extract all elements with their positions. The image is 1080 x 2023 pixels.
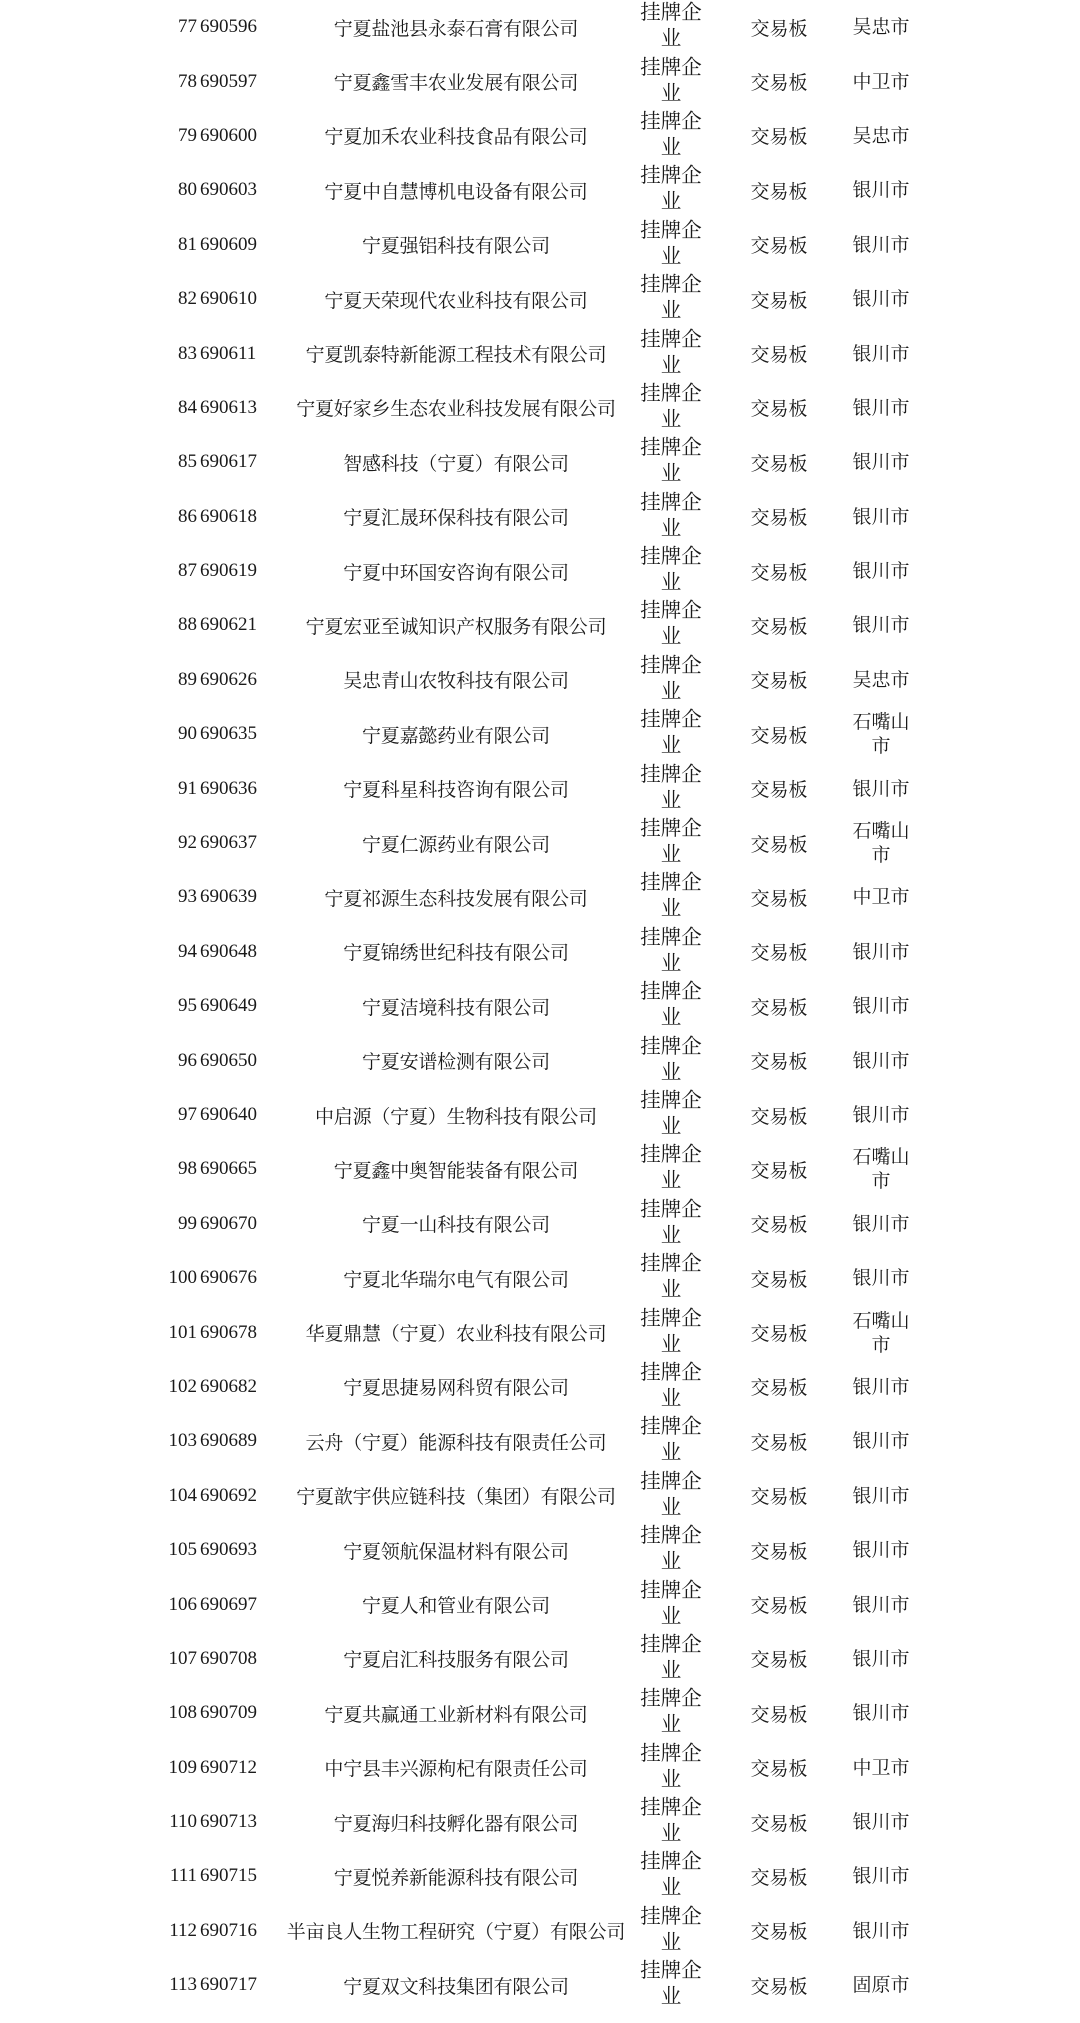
- city-name: 银川市: [852, 342, 910, 365]
- stock-code: 690635: [200, 723, 257, 745]
- board-name: 交易板: [750, 1214, 808, 1237]
- city-name: 中卫市: [852, 1756, 910, 1779]
- stock-code: 690621: [200, 614, 257, 636]
- company-name: 宁夏好家乡生态农业科技发展有限公司: [296, 398, 616, 421]
- table-row: [0, 1033, 1080, 1087]
- table-row: [0, 435, 1080, 489]
- listing-type: 挂牌企业: [640, 1740, 702, 1791]
- stock-code: 690708: [200, 1647, 257, 1669]
- stock-code: 690611: [200, 342, 257, 364]
- listing-type: 挂牌企业: [640, 544, 702, 595]
- listing-type: 挂牌企业: [640, 0, 702, 51]
- table-row: [0, 979, 1080, 1033]
- board-name: 交易板: [750, 1540, 808, 1563]
- board-name: 交易板: [750, 887, 808, 910]
- table-row: [0, 1142, 1080, 1196]
- listing-type: 挂牌企业: [640, 598, 702, 649]
- city-name: 固原市: [852, 1974, 910, 1997]
- city-name: 银川市: [852, 233, 910, 256]
- board-name: 交易板: [750, 289, 808, 312]
- board-name: 交易板: [750, 1649, 808, 1672]
- row-number: 108: [168, 1702, 197, 1724]
- board-name: 交易板: [750, 398, 808, 421]
- stock-code: 690693: [200, 1539, 257, 1561]
- stock-code: 690709: [200, 1702, 257, 1724]
- row-number: 99: [178, 1212, 197, 1234]
- stock-code: 690716: [200, 1919, 257, 1941]
- city-name: 银川市: [852, 1375, 910, 1398]
- board-name: 交易板: [750, 1595, 808, 1618]
- company-name: 中宁县丰兴源枸杞有限责任公司: [324, 1758, 588, 1781]
- row-number: 110: [169, 1811, 197, 1833]
- city-name: 吴忠市: [852, 668, 910, 691]
- company-name: 宁夏北华瑞尔电气有限公司: [343, 1268, 569, 1291]
- row-number: 95: [178, 995, 197, 1017]
- stock-code: 690613: [200, 396, 257, 418]
- table-row: [0, 1741, 1080, 1795]
- table-row: [0, 816, 1080, 870]
- listing-type: 挂牌企业: [640, 1849, 702, 1900]
- company-name: 宁夏人和管业有限公司: [361, 1595, 550, 1618]
- table-row: [0, 326, 1080, 380]
- listing-type: 挂牌企业: [640, 1088, 702, 1138]
- table-row: [0, 163, 1080, 217]
- table-row: [0, 1360, 1080, 1414]
- table-row: [0, 707, 1080, 761]
- stock-code: 690603: [200, 179, 257, 201]
- row-number: 80: [178, 179, 197, 201]
- company-name: 宁夏强铝科技有限公司: [361, 235, 550, 258]
- stock-code: 690649: [200, 995, 257, 1017]
- company-name: 宁夏祁源生态科技发展有限公司: [324, 887, 588, 910]
- stock-code: 690640: [200, 1104, 257, 1125]
- city-name: 银川市: [852, 1865, 910, 1888]
- company-name: 宁夏中自慧博机电设备有限公司: [324, 180, 588, 203]
- row-number: 89: [178, 668, 197, 690]
- row-number: 84: [178, 396, 197, 418]
- board-name: 交易板: [750, 670, 808, 693]
- stock-code: 690626: [200, 668, 257, 690]
- board-name: 交易板: [750, 724, 808, 747]
- table-row: [0, 598, 1080, 652]
- company-name: 宁夏仁源药业有限公司: [361, 833, 550, 856]
- board-name: 交易板: [750, 1377, 808, 1400]
- table-row: [0, 1686, 1080, 1740]
- city-name: 石嘴山市: [852, 1146, 910, 1193]
- city-name: 中卫市: [852, 70, 910, 93]
- table-row: [0, 490, 1080, 544]
- row-number: 96: [178, 1049, 197, 1071]
- row-number: 103: [168, 1430, 197, 1452]
- table-row: [0, 272, 1080, 326]
- company-name: 云舟（宁夏）能源科技有限责任公司: [305, 1431, 607, 1454]
- city-name: 银川市: [852, 1104, 910, 1126]
- stock-code: 690648: [200, 940, 257, 962]
- city-name: 银川市: [852, 560, 910, 583]
- city-name: 银川市: [852, 288, 910, 311]
- company-name: 宁夏鑫雪丰农业发展有限公司: [333, 72, 579, 95]
- listing-type: 挂牌企业: [640, 1795, 702, 1846]
- row-number: 79: [178, 124, 197, 146]
- city-name: 银川市: [852, 1212, 910, 1235]
- stock-code: 690715: [200, 1865, 257, 1887]
- city-name: 石嘴山市: [852, 820, 910, 867]
- listing-type: 挂牌企业: [640, 1359, 702, 1410]
- table-row: [0, 1795, 1080, 1849]
- listing-type: 挂牌企业: [640, 380, 702, 431]
- table-row: [0, 1958, 1080, 2012]
- listing-type: 挂牌企业: [640, 489, 702, 540]
- company-name: 中启源（宁夏）生物科技有限公司: [314, 1105, 597, 1128]
- stock-code: 690619: [200, 560, 257, 582]
- listing-type: 挂牌企业: [640, 1958, 702, 2009]
- company-name: 宁夏悦养新能源科技有限公司: [333, 1866, 579, 1889]
- row-number: 90: [178, 723, 197, 745]
- board-name: 交易板: [750, 779, 808, 802]
- listing-type: 挂牌企业: [640, 1305, 702, 1356]
- city-name: 吴忠市: [852, 16, 910, 39]
- board-name: 交易板: [750, 1486, 808, 1509]
- table-row: [0, 54, 1080, 108]
- company-name: 宁夏共赢通工业新材料有限公司: [324, 1703, 588, 1726]
- stock-code: 690676: [200, 1267, 257, 1289]
- board-name: 交易板: [750, 1323, 808, 1346]
- board-name: 交易板: [750, 1975, 808, 1998]
- table-row: [0, 653, 1080, 707]
- table-row: [0, 1088, 1080, 1142]
- listing-type: 挂牌企业: [640, 326, 702, 377]
- board-name: 交易板: [750, 180, 808, 203]
- listing-type: 挂牌企业: [640, 924, 702, 975]
- stock-code: 690665: [200, 1158, 257, 1180]
- table-row: [0, 1469, 1080, 1523]
- stock-code: 690697: [200, 1593, 257, 1615]
- row-number: 93: [178, 886, 197, 908]
- company-name: 华夏鼎慧（宁夏）农业科技有限公司: [305, 1323, 607, 1346]
- row-number: 109: [168, 1756, 197, 1778]
- listing-type: 挂牌企业: [640, 1468, 702, 1519]
- company-name: 宁夏中环国安咨询有限公司: [343, 561, 569, 584]
- stock-code: 690678: [200, 1321, 257, 1343]
- table-row: [0, 761, 1080, 815]
- board-name: 交易板: [750, 452, 808, 475]
- listing-type: 挂牌企业: [640, 1033, 702, 1084]
- company-name: 宁夏鑫中奥智能装备有限公司: [333, 1159, 579, 1182]
- stock-code: 690692: [200, 1484, 257, 1506]
- board-name: 交易板: [750, 235, 808, 258]
- row-number: 94: [178, 940, 197, 962]
- company-name: 宁夏歆宇供应链科技（集团）有限公司: [296, 1486, 616, 1509]
- board-name: 交易板: [750, 1431, 808, 1454]
- table-row: [0, 218, 1080, 272]
- listing-type: 挂牌企业: [640, 435, 702, 486]
- board-name: 交易板: [750, 507, 808, 530]
- listing-type: 挂牌企业: [640, 1577, 702, 1628]
- row-number: 92: [178, 832, 197, 854]
- listing-type: 挂牌企业: [640, 652, 702, 703]
- company-name: 宁夏启汇科技服务有限公司: [343, 1649, 569, 1672]
- listing-type: 挂牌企业: [640, 761, 702, 812]
- city-name: 银川市: [852, 396, 910, 419]
- board-name: 交易板: [750, 942, 808, 965]
- company-name: 宁夏加禾农业科技食品有限公司: [324, 126, 588, 149]
- listing-type: 挂牌企业: [640, 217, 702, 268]
- company-name: 宁夏盐池县永泰石膏有限公司: [333, 17, 579, 40]
- listing-type: 挂牌企业: [640, 1142, 702, 1193]
- stock-code: 690617: [200, 451, 257, 473]
- board-name: 交易板: [750, 1758, 808, 1781]
- company-name: 半亩良人生物工程研究（宁夏）有限公司: [286, 1921, 626, 1944]
- company-name: 吴忠青山农牧科技有限公司: [343, 670, 569, 693]
- stock-code: 690712: [200, 1756, 257, 1778]
- company-name: 宁夏锦绣世纪科技有限公司: [343, 942, 569, 965]
- company-name: 宁夏宏亚至诚知识产权服务有限公司: [305, 615, 607, 638]
- city-name: 银川市: [852, 451, 910, 474]
- table-row: [0, 1414, 1080, 1468]
- row-number: 98: [178, 1158, 197, 1180]
- stock-code: 690682: [200, 1375, 257, 1397]
- company-name: 宁夏汇晟环保科技有限公司: [343, 507, 569, 530]
- table-row: [0, 1251, 1080, 1305]
- city-name: 石嘴山市: [852, 711, 910, 758]
- listing-type: 挂牌企业: [640, 1903, 702, 1954]
- listing-type: 挂牌企业: [640, 1631, 702, 1682]
- listing-type: 挂牌企业: [640, 1414, 702, 1465]
- table-row: [0, 925, 1080, 979]
- board-name: 交易板: [750, 1703, 808, 1726]
- row-number: 113: [169, 1974, 197, 1996]
- row-number: 107: [168, 1647, 197, 1669]
- table-row: [0, 1197, 1080, 1251]
- city-name: 银川市: [852, 1702, 910, 1725]
- stock-code: 690596: [200, 16, 257, 38]
- table-row: [0, 0, 1080, 54]
- listing-type: 挂牌企业: [640, 54, 702, 105]
- board-name: 交易板: [750, 561, 808, 584]
- row-number: 87: [178, 560, 197, 582]
- stock-code: 690689: [200, 1430, 257, 1452]
- listing-type: 挂牌企业: [640, 272, 702, 323]
- table-row: [0, 1305, 1080, 1359]
- city-name: 吴忠市: [852, 124, 910, 147]
- table-row: [0, 1523, 1080, 1577]
- table-row: [0, 381, 1080, 435]
- company-name: 宁夏领航保温材料有限公司: [343, 1540, 569, 1563]
- board-name: 交易板: [750, 72, 808, 95]
- stock-code: 690600: [200, 124, 257, 146]
- listing-type: 挂牌企业: [640, 1251, 702, 1302]
- listing-type: 挂牌企业: [640, 1196, 702, 1247]
- row-number: 85: [178, 451, 197, 473]
- city-name: 银川市: [852, 777, 910, 800]
- company-name: 宁夏思捷易网科贸有限公司: [343, 1377, 569, 1400]
- company-name: 宁夏天荣现代农业科技有限公司: [324, 289, 588, 312]
- company-name: 宁夏洁境科技有限公司: [361, 996, 550, 1019]
- row-number: 88: [178, 614, 197, 636]
- stock-code: 690610: [200, 288, 257, 310]
- city-name: 银川市: [852, 1647, 910, 1670]
- city-name: 银川市: [852, 1430, 910, 1453]
- row-number: 100: [168, 1267, 197, 1289]
- city-name: 银川市: [852, 1919, 910, 1942]
- city-name: 银川市: [852, 1811, 910, 1834]
- city-name: 银川市: [852, 505, 910, 528]
- row-number: 77: [178, 16, 197, 38]
- stock-code: 690609: [200, 233, 257, 255]
- city-name: 银川市: [852, 1267, 910, 1290]
- row-number: 111: [169, 1865, 197, 1887]
- company-name: 宁夏海归科技孵化器有限公司: [333, 1812, 579, 1835]
- row-number: 102: [168, 1375, 197, 1397]
- board-name: 交易板: [750, 1268, 808, 1291]
- table-row: [0, 1632, 1080, 1686]
- company-name: 宁夏一山科技有限公司: [361, 1214, 550, 1237]
- stock-code: 690636: [200, 777, 257, 799]
- city-name: 银川市: [852, 940, 910, 963]
- board-name: 交易板: [750, 17, 808, 40]
- company-name: 宁夏嘉懿药业有限公司: [361, 724, 550, 747]
- listing-type: 挂牌企业: [640, 870, 702, 921]
- row-number: 97: [178, 1104, 197, 1125]
- city-name: 银川市: [852, 1484, 910, 1507]
- table-row: [0, 870, 1080, 924]
- city-name: 石嘴山市: [852, 1309, 910, 1356]
- row-number: 83: [178, 342, 197, 364]
- city-name: 银川市: [852, 179, 910, 202]
- stock-code: 690650: [200, 1049, 257, 1071]
- table-row: [0, 1904, 1080, 1958]
- stock-code: 690639: [200, 886, 257, 908]
- table-row: [0, 1849, 1080, 1903]
- listing-type: 挂牌企业: [640, 816, 702, 867]
- board-name: 交易板: [750, 1051, 808, 1074]
- table-row: [0, 109, 1080, 163]
- city-name: 银川市: [852, 1593, 910, 1616]
- board-name: 交易板: [750, 1105, 808, 1128]
- row-number: 105: [168, 1539, 197, 1561]
- stock-code: 690717: [200, 1974, 257, 1996]
- board-name: 交易板: [750, 996, 808, 1019]
- company-name: 宁夏安谱检测有限公司: [361, 1051, 550, 1074]
- stock-code: 690618: [200, 505, 257, 527]
- city-name: 银川市: [852, 1539, 910, 1562]
- row-number: 112: [169, 1919, 197, 1941]
- row-number: 78: [178, 70, 197, 92]
- board-name: 交易板: [750, 615, 808, 638]
- row-number: 81: [178, 233, 197, 255]
- city-name: 银川市: [852, 614, 910, 637]
- board-name: 交易板: [750, 1921, 808, 1944]
- listing-type: 挂牌企业: [640, 1523, 702, 1574]
- board-name: 交易板: [750, 1159, 808, 1182]
- board-name: 交易板: [750, 1866, 808, 1889]
- row-number: 104: [168, 1484, 197, 1506]
- board-name: 交易板: [750, 344, 808, 367]
- row-number: 86: [178, 505, 197, 527]
- board-name: 交易板: [750, 1812, 808, 1835]
- company-name: 宁夏凯泰特新能源工程技术有限公司: [305, 344, 607, 367]
- company-name: 智感科技（宁夏）有限公司: [343, 452, 569, 475]
- listing-type: 挂牌企业: [640, 1686, 702, 1737]
- listing-type: 挂牌企业: [640, 707, 702, 758]
- listing-type: 挂牌企业: [640, 108, 702, 159]
- row-number: 91: [178, 777, 197, 799]
- company-name: 宁夏科星科技咨询有限公司: [343, 779, 569, 802]
- stock-code: 690637: [200, 832, 257, 854]
- row-number: 101: [168, 1321, 197, 1343]
- board-name: 交易板: [750, 833, 808, 856]
- stock-code: 690670: [200, 1212, 257, 1234]
- stock-code: 690597: [200, 70, 257, 92]
- listing-type: 挂牌企业: [640, 979, 702, 1030]
- table-row: [0, 544, 1080, 598]
- table-row: [0, 1577, 1080, 1631]
- listing-type: 挂牌企业: [640, 163, 702, 214]
- stock-code: 690713: [200, 1811, 257, 1833]
- board-name: 交易板: [750, 126, 808, 149]
- company-name: 宁夏双文科技集团有限公司: [343, 1975, 569, 1998]
- row-number: 106: [168, 1593, 197, 1615]
- row-number: 82: [178, 288, 197, 310]
- city-name: 银川市: [852, 995, 910, 1018]
- city-name: 中卫市: [852, 886, 910, 909]
- city-name: 银川市: [852, 1049, 910, 1072]
